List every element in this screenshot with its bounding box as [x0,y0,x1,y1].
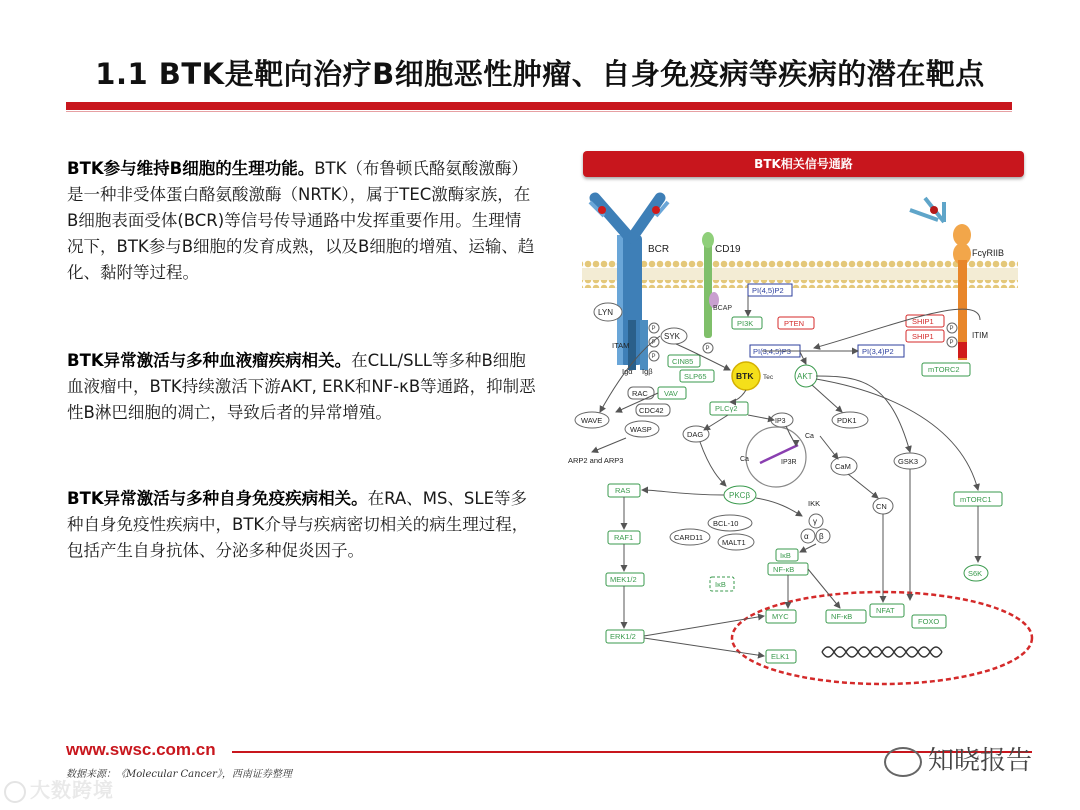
pkcb-node [724,486,756,504]
gsk3-node [894,453,926,469]
svg-text:CaM: CaM [835,462,851,471]
svg-text:NF-κB: NF-κB [831,612,853,621]
footer-url[interactable]: www.swsc.com.cn [66,740,216,759]
pi34p2-box [858,345,904,357]
svg-text:FOXO: FOXO [918,617,940,626]
svg-text:CIN85: CIN85 [672,357,694,366]
svg-text:SHIP1: SHIP1 [912,317,934,326]
rac-node [628,387,654,399]
mtorc1-box [954,492,1002,506]
igb-label: Igβ [642,367,653,376]
malt1-node [718,534,754,550]
section-body: BTK（布鲁顿氏酪氨酸激酶）是一种非受体蛋白酪氨酸激酶（NRTK），属于TEC激酶家族，在B细胞表面受体(BCR)等信号传导通路中发挥重要作用。生理情况下，BTK参与B细胞的发育成熟，以及B细胞的增殖、运输、趋化、黏附等过程。 [67,159,535,282]
svg-text:SHIP1: SHIP1 [912,332,934,341]
svg-text:AKT: AKT [797,372,813,381]
syk-node [661,328,687,344]
cam-node [831,457,857,475]
ras-box [608,484,640,497]
dag-node [683,426,709,442]
svg-text:β: β [819,532,824,541]
dna-helix-strand2 [822,647,942,657]
bcap-label: BCAP [713,305,733,312]
svg-text:BTK: BTK [736,371,754,381]
watermark-left [4,774,114,803]
pi45p2-box [748,284,792,296]
svg-text:BCL-10: BCL-10 [713,519,739,528]
svg-text:P: P [651,354,656,360]
itam-label: ITAM [612,341,630,350]
svg-text:MEK1/2: MEK1/2 [610,575,637,584]
ikb-degraded-box [710,577,734,591]
svg-text:SLP65: SLP65 [684,372,707,381]
bcl10-node [708,515,752,531]
svg-text:P: P [949,326,954,332]
svg-text:WAVE: WAVE [581,416,603,425]
pi3k-box [732,317,762,329]
svg-text:RAC: RAC [632,389,648,398]
svg-text:γ: γ [813,517,817,526]
svg-text:PDK1: PDK1 [837,416,857,425]
mek12-box [606,573,644,586]
svg-text:CDC42: CDC42 [639,406,664,415]
itim-label: ITIM [972,331,988,340]
section-heading: BTK异常激活与多种血液瘤疾病相关。 [67,351,352,370]
raf1-box [608,531,640,544]
akt-node [795,365,817,387]
svg-text:ERK1/2: ERK1/2 [610,632,636,641]
svg-text:α: α [804,532,809,541]
section-body: 在RA、MS、SLE等多种自身免疫性疾病中，BTK介导与疾病密切相关的病生理过程，包括产生自身抗体、分泌多种促炎因子。 [67,489,529,560]
svg-text:PI(4,5)P2: PI(4,5)P2 [752,286,784,295]
svg-text:MYC: MYC [772,612,789,621]
svg-text:P: P [705,346,710,352]
card11-node [670,529,710,545]
plcg2-box [710,402,748,415]
svg-text:S6K: S6K [968,569,983,578]
svg-text:P: P [651,326,656,332]
svg-text:PI(3,4,5)P3: PI(3,4,5)P3 [753,347,791,356]
title-divider-thin [66,111,1012,112]
watermark-left-text: 大数跨境 [30,778,114,802]
svg-text:LYN: LYN [598,308,613,317]
ip3-node [771,413,793,427]
svg-text:DAG: DAG [687,430,704,439]
svg-text:CN: CN [876,502,887,511]
ip3r-label: IP3R [781,459,797,466]
section-physiology [67,156,537,286]
svg-text:PLCγ2: PLCγ2 [715,404,738,413]
slp65-box [680,370,714,382]
ca-label-cyt: Ca [805,433,814,440]
svg-text:VAV: VAV [664,389,678,398]
erk12-box [606,630,644,643]
section-heading: BTK参与维持B细胞的生理功能。 [67,159,315,178]
btk-pathway-diagram [560,180,1040,690]
nfat-box [870,604,904,617]
svg-text:GSK3: GSK3 [898,457,919,466]
svg-text:mTORC1: mTORC1 [960,495,992,504]
ikk-label: IKK [808,499,821,508]
cdc42-node [636,404,670,416]
footer-source: 数据来源：《Molecular Cancer》，西南证券整理 [66,769,292,780]
ikb-box [776,549,798,561]
er-calcium-store [746,427,806,487]
ship1-box-b [906,330,944,342]
bcr-label: BCR [648,244,670,255]
svg-text:IP3: IP3 [775,418,786,425]
svg-text:CARD11: CARD11 [674,533,704,542]
svg-text:RAS: RAS [615,486,631,495]
s6k-node [964,565,988,581]
foxo-box [912,615,946,628]
page-title: 1.1 BTK是靶向治疗B细胞恶性肿瘤、自身免疫病等疾病的潜在靶点 [95,57,985,91]
svg-text:IκB: IκB [715,580,726,589]
mtorc2-box [922,363,970,376]
svg-text:IκB: IκB [780,551,791,560]
svg-text:MALT1: MALT1 [722,538,746,547]
ship1-box-a [906,315,944,327]
lyn-node [594,303,622,321]
watermark-right-text: 知晓报告 [928,746,1033,776]
pdk1-node [832,412,868,428]
svg-text:ARP2 and ARP3: ARP2 and ARP3 [568,456,624,465]
wasp-node [625,421,659,437]
svg-text:NF-κB: NF-κB [773,565,795,574]
iga-label: Igα [622,367,633,376]
btk-node [732,362,760,390]
svg-text:mTORC2: mTORC2 [928,365,960,374]
vav-box [658,387,686,399]
section-hematologic [67,348,537,426]
svg-text:NFAT: NFAT [876,606,895,615]
svg-text:ELK1: ELK1 [771,652,790,661]
tec-label: Tec [763,374,774,381]
title-divider [66,102,1012,110]
svg-text:P: P [651,340,656,346]
fcgriib-label: FcγRIIB [972,248,1005,258]
svg-text:WASP: WASP [630,425,652,434]
cin85-box [668,355,700,367]
cn-node [873,498,893,514]
wechat-icon [884,747,922,777]
watermark-right [884,740,1032,777]
svg-text:PI(3,4)P2: PI(3,4)P2 [862,347,894,356]
cd19-label: CD19 [715,244,741,255]
nfkb-box [768,563,808,575]
cell-membrane [582,260,1018,288]
svg-text:PI3K: PI3K [737,319,754,328]
myc-box [766,610,796,623]
wave-node [575,412,609,428]
svg-text:PTEN: PTEN [784,319,805,328]
svg-text:P: P [949,340,954,346]
elk1-box [766,650,796,663]
diagram-title-bar: BTK相关信号通路 [583,151,1024,177]
ca-label-er: Ca [740,456,749,463]
svg-text:PKCβ: PKCβ [729,491,751,500]
svg-text:RAF1: RAF1 [614,533,634,542]
ikk-complex [801,514,830,543]
svg-text:SYK: SYK [664,332,681,341]
section-heading: BTK异常激活与多种自身免疫疾病相关。 [67,489,368,508]
pten-box [778,317,814,329]
section-body: 在CLL/SLL等多种B细胞血液瘤中，BTK持续激活下游AKT, ERK和NF-κB等通路，抑制恶性B淋巴细胞的凋亡，导致后者的异常增殖。 [67,351,536,422]
arp-label [568,456,623,465]
nfkb2-box [826,610,866,623]
section-autoimmune [67,486,537,564]
watermark-logo-icon [4,781,26,803]
